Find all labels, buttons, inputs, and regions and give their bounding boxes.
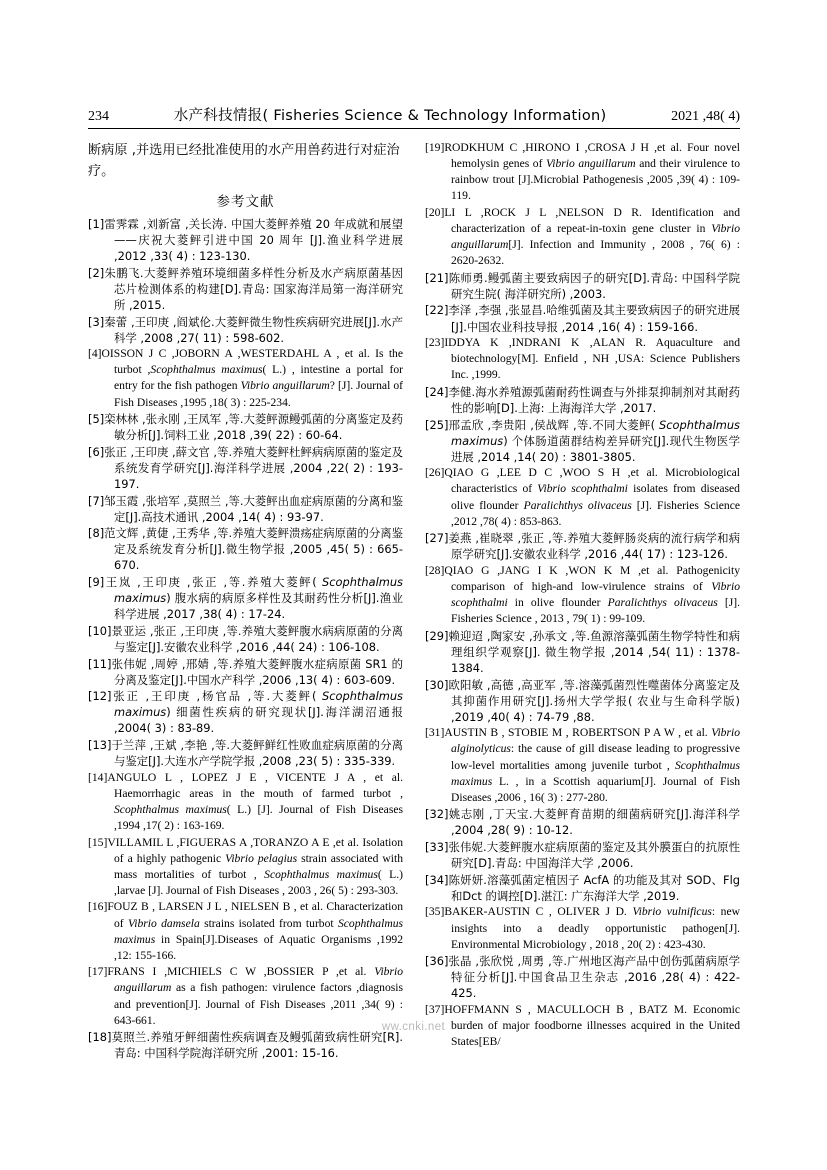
watermark: ww.cnki.net	[381, 1021, 446, 1033]
reference-entry: [20]LI L ,ROCK J L ,NELSON D R. Identification and characterization of a repeat-in-toxin gene cluster in Vibrio anguillarum[J]. Infection and Immunity , 2008 , 76( 6) : 2620-2632.	[425, 205, 740, 268]
right-column	[425, 140, 740, 1140]
reference-entry: [9]王岚 ,王印庚 ,张正 ,等.养殖大菱鲆( Scophthalmus maximus) 腹水病的病原多样性及其耐药性分析[J].渔业科学进展 ,2017 ,38( 4) : 17-24.	[88, 575, 403, 622]
references-heading: 参考文献	[216, 194, 275, 210]
reference-entry: [5]栾林林 ,张永刚 ,王凤军 ,等.大菱鲆源鳗弧菌的分离鉴定及药敏分析[J].饲料工业 ,2018 ,39( 22) : 60-64.	[88, 412, 403, 443]
reference-entry: [36]张晶 ,张欣悦 ,周勇 ,等.广州地区海产品中创伤弧菌病原学特征分析[J].中国食品卫生杂志 ,2016 ,28( 4) : 422-425.	[425, 954, 740, 1001]
reference-entry: [12]张正 ,王印庚 ,杨官品 ,等.大菱鲆( Scophthalmus maximus) 细菌性疾病的研究现状[J].海洋湖沼通报 ,2004( 3) : 83-89.	[88, 689, 403, 736]
reference-entry: [2]朱鹏飞.大菱鲆养殖环境细菌多样性分析及水产病原菌基因芯片检测体系的构建[D].青岛: 国家海洋局第一海洋研究所 ,2015.	[88, 265, 403, 312]
reference-entry: [27]姜燕 ,崔晓翠 ,张正 ,等.养殖大菱鲆肠炎病的流行病学和病原学研究[J].安徽农业科学 ,2016 ,44( 17) : 123-126.	[425, 531, 740, 562]
reference-entry: [11]张伟妮 ,周婷 ,邢婧 ,等.养殖大菱鲆腹水症病原菌 SR1 的分离及鉴定[J].中国水产科学 ,2006 ,13( 4) : 603-609.	[88, 656, 403, 687]
header-divider	[88, 128, 740, 129]
left-column	[88, 140, 403, 1140]
reference-entry: [3]秦蕾 ,王印庚 ,阎斌伦.大菱鲆微生物性疾病研究进展[J].水产科学 ,2008 ,27( 11) : 598-602.	[88, 314, 403, 345]
reference-entry: [15]VILLAMIL L ,FIGUERAS A ,TORANZO A E ,et al. Isolation of a highly pathogenic Vibrio pelagius strain associated with mass mortalities of turbot , Scophthalmus maximus( L.) ,larvae [J]. Journal of Fish Diseases , 2003 , 26( 5) : 293-303.	[88, 835, 404, 897]
reference-entry: [16]FOUZ B , LARSEN J L , NIELSEN B , et al. Characterization of Vibrio damsela strains isolated from turbot Scophthalmus maximus in Spain[J].Diseases of Aquatic Organisms ,1992 ,12: 155-166.	[88, 900, 404, 962]
page-header	[88, 104, 740, 125]
reference-entry: [13]于兰萍 ,王斌 ,李艳 ,等.大菱鲆鲜红性败血症病原菌的分离与鉴定[J].大连水产学院学报 ,2008 ,23( 5) : 335-339.	[88, 738, 403, 769]
reference-entry: [37]HOFFMANN S , MACULLOCH B , BATZ M. Economic burden of major foodborne illnesses acquired in the United States[EB/	[425, 1002, 740, 1049]
reference-entry: [26]QIAO G ,LEE D C ,WOO S H ,et al. Microbiological characteristics of Vibrio scophthalmi isolates from diseased olive flounder Paralichthys olivaceus [J]. Fisheries Science ,2012 ,78( 4) : 853-863.	[425, 466, 740, 528]
reference-entry: [30]欧阳敏 ,高德 ,高亚军 ,等.溶藻弧菌烈性噬菌体分离鉴定及其抑菌作用研究[J].扬州大学学报( 农业与生命科学版) ,2019 ,40( 4) : 74-79 ,88.	[425, 677, 740, 724]
reference-entry: [6]张正 ,王印庚 ,薛文官 ,等.养殖大菱鲆杜鲆病病原菌的鉴定及系统发育学研究[J].海洋科学进展 ,2004 ,22( 2) : 193-197.	[88, 444, 403, 491]
lead-paragraph: 断病原 ,并选用已经批准使用的水产用兽药进行对症治疗。	[88, 143, 400, 179]
reference-entry: [17]FRANS I ,MICHIELS C W ,BOSSIER P ,et al. Vibrio anguillarum as a fish pathogen: virulence factors ,diagnosis and prevention[J]. Journal of Fish Diseases ,2011 ,34( 9) : 643-661.	[88, 965, 403, 1027]
reference-entry: [35]BAKER-AUSTIN C , OLIVER J D. Vibrio vulnificus: new insights into a deadly opportunistic pathogen[J]. Environmental Microbiology , 2018 , 20( 2) : 423-430.	[425, 905, 740, 951]
issue-info: 2021 ,48( 4)	[671, 109, 740, 124]
journal-title: 水产科技情报( Fisheries Science & Technology Information)	[173, 108, 607, 124]
reference-entry: [32]姚志刚 ,丁天宝.大菱鲆育苗期的细菌病研究[J].海洋科学 ,2004 ,28( 9) : 10-12.	[425, 807, 740, 838]
reference-entry: [10]景亚运 ,张正 ,王印庚 ,等.养殖大菱鲆腹水病病原菌的分离与鉴定[J].安徽农业科学 ,2016 ,44( 24) : 106-108.	[88, 623, 403, 654]
reference-list-left	[88, 216, 403, 1061]
reference-entry: [4]OISSON J C ,JOBORN A ,WESTERDAHL A , et al. Is the turbot ,Scophthalmus maximus( L.) , intestine a portal for entry for the fish pathogen Vibrio anguillarum? [J]. Journal of Fish Diseases ,1995 ,18( 3) : 225-234.	[88, 347, 404, 409]
reference-entry: [14]ANGULO L , LOPEZ J E , VICENTE J A , et al. Haemorrhagic areas in the mouth of farmed turbot , Scophthalmus maximus( L.) [J]. Journal of Fish Diseases ,1994 ,17( 2) : 163-169.	[88, 770, 403, 832]
reference-entry: [19]RODKHUM C ,HIRONO I ,CROSA J H ,et al. Four novel hemolysin genes of Vibrio anguillarum and their virulence to rainbow trout [J].Microbial Pathogenesis ,2005 ,39( 4) : 109-119.	[425, 141, 741, 203]
page-number: 234	[88, 109, 109, 124]
reference-entry: [21]陈师勇.鳗弧菌主要致病因子的研究[D].青岛: 中国科学院研究生院( 海洋研究所) ,2003.	[425, 270, 740, 301]
reference-entry: [29]赖迎迢 ,陶家安 ,孙承文 ,等.鱼源溶藻弧菌生物学特性和病理组织学观察[J]. 微生物学报 ,2014 ,54( 11) : 1378-1384.	[425, 628, 740, 675]
reference-entry: [25]邢孟欣 ,李贵阳 ,侯战辉 ,等.不同大菱鲆( Scophthalmus maximus) 个体肠道菌群结构差异研究[J].现代生物医学进展 ,2014 ,14( 20) : 3801-3805.	[425, 417, 740, 464]
reference-entry: [33]张伟妮.大菱鲆腹水症病原菌的鉴定及其外膜蛋白的抗原性研究[D].青岛: 中国海洋大学 ,2006.	[425, 840, 740, 871]
reference-entry: [1]雷霁霖 ,刘新富 ,关长涛. 中国大菱鲆养殖 20 年成就和展望——庆祝大菱鲆引进中国 20 周年 [J].渔业科学进展 ,2012 ,33( 4) : 123-130.	[88, 217, 403, 264]
reference-entry: [8]范文辉 ,黄倢 ,王秀华 ,等.养殖大菱鲆溃疡症病原菌的分离鉴定及系统发育分析[J].微生物学报 ,2005 ,45( 5) : 665-670.	[88, 526, 403, 573]
reference-entry: [24]李健.海水养殖源弧菌耐药性调查与外排泵抑制剂对其耐药性的影响[D].上海: 上海海洋大学 ,2017.	[425, 384, 740, 415]
reference-entry: [34]陈妍妍.溶藻弧菌定植因子 AcfA 的功能及其对 SOD、Flg 和Dct 的调控[D].湛江: 广东海洋大学 ,2019.	[425, 872, 740, 903]
reference-entry: [22]李泽 ,李强 ,张显昌.哈维弧菌及其主要致病因子的研究进展[J].中国农业科技导报 ,2014 ,16( 4) : 159-166.	[425, 303, 740, 334]
reference-entry: [18]莫照兰.养殖牙鲆细菌性疾病调查及鳗弧菌致病性研究[R].青岛: 中国科学院海洋研究所 ,2001: 15-16.	[88, 1030, 403, 1061]
reference-entry: [23]IDDYA K ,INDRANI K ,ALAN R. Aquaculture and biotechnology[M]. Enfield , NH ,USA: Science Publishers Inc. ,1999.	[425, 336, 740, 382]
reference-entry: [28]QIAO G ,JANG I K ,WON K M ,et al. Pathogenicity comparison of high-and low-virulence strains of Vibrio scophthalmi in olive flounder Paralichthys olivaceus [J]. Fisheries Science , 2013 , 79( 1) : 99-109.	[425, 563, 740, 626]
reference-entry: [31]AUSTIN B , STOBIE M , ROBERTSON P A W , et al. Vibrio alginolyticus: the cause of gill disease leading to progressive low-level mortalities among juvenile turbot , Scophthalmus maximus L. , in a Scottish aquarium[J]. Journal of Fish Diseases ,2006 , 16( 3) : 277-280.	[425, 726, 740, 804]
reference-entry: [7]邹玉霞 ,张培军 ,莫照兰 ,等.大菱鲆出血症病原菌的分离和鉴定[J].高技术通讯 ,2004 ,14( 4) : 93-97.	[88, 493, 403, 524]
reference-list-right	[425, 140, 740, 1050]
two-column-body	[88, 140, 740, 1140]
